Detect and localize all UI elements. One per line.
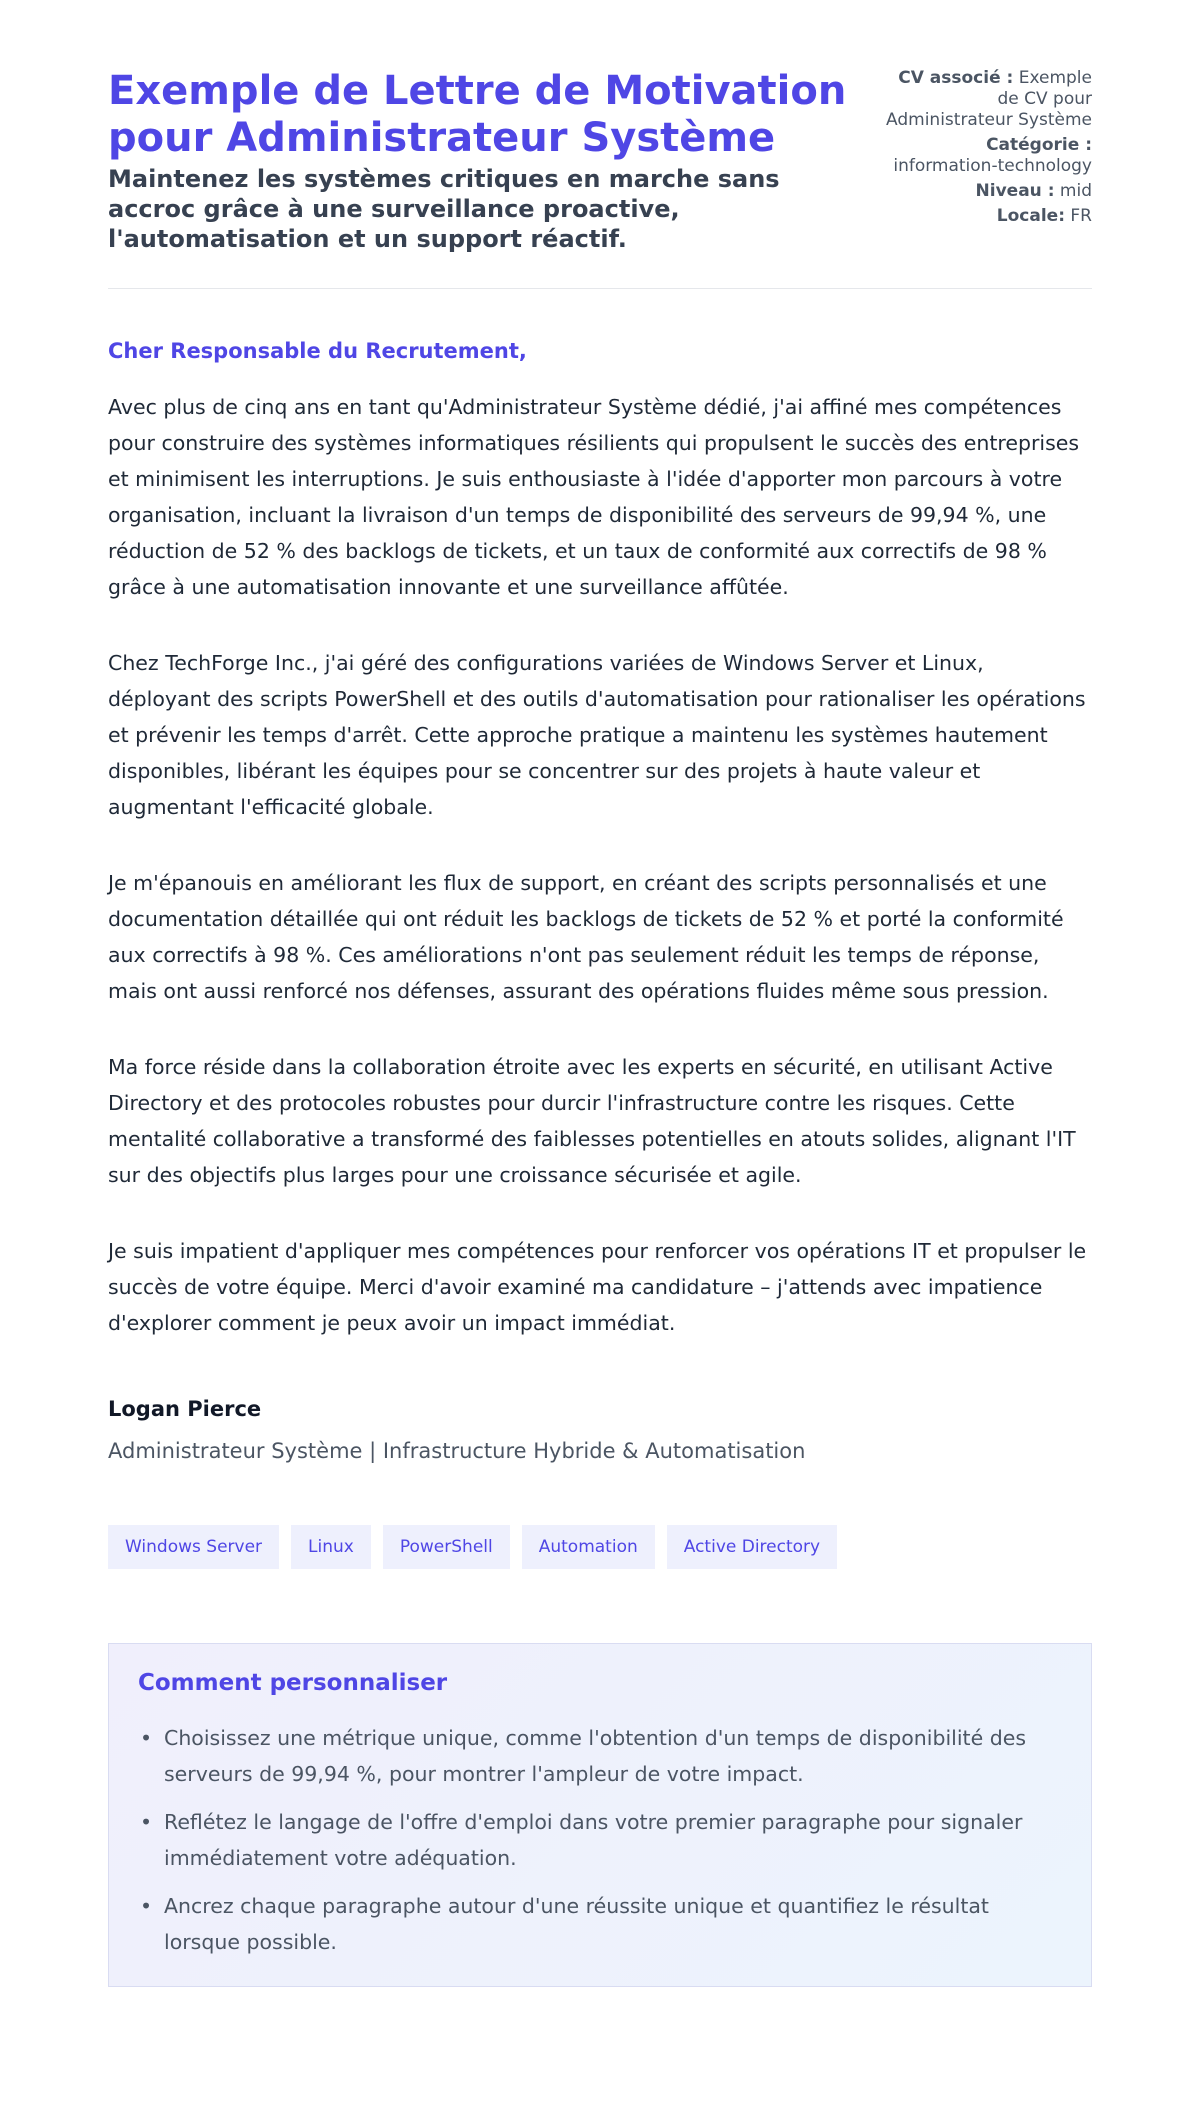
tips-list-item — [138, 1804, 1062, 1876]
tips-list-item — [138, 1888, 1062, 1960]
meta-locale — [882, 206, 1092, 227]
meta-key: Locale: — [996, 206, 1065, 226]
tips-list — [138, 1720, 1062, 1960]
skill-tag: Linux — [291, 1525, 371, 1569]
letter-paragraph: Ma force réside dans la collaboration étroite avec les experts en sécurité, en utilisant Active Directory et des protocoles robustes pour durcir l'infrastructure contre les risques. Cette mentalité collaborative a transformé des faiblesses potentielles en atouts solides, alignant l'IT sur des objectifs plus larges pour une croissance sécurisée et agile. — [108, 1055, 1076, 1187]
page-title: Exemple de Lettre de Motivation pour Administrateur Système — [108, 68, 847, 161]
customization-tips-box — [108, 1643, 1092, 1987]
skill-tag: PowerShell — [383, 1525, 510, 1569]
signature-block — [108, 1395, 1092, 1465]
page-subtitle: Maintenez les systèmes critiques en marche sans accroc grâce à une surveillance proactive, l'automatisation et un support réactif. — [108, 165, 780, 253]
signature-role: Administrateur Système | Infrastructure Hybride & Automatisation — [108, 1439, 806, 1463]
letter-paragraph: Chez TechForge Inc., j'ai géré des configurations variées de Windows Server et Linux, déployant des scripts PowerShell et des outils d'automatisation pour rationaliser les opérations et prévenir les temps d'arrêt. Cette approche pratique a maintenu les systèmes hautement disponibles, libérant les équipes pour se concentrer sur des projets à haute valeur et augmentant l'efficacité globale. — [108, 651, 1086, 819]
bullet-icon: • — [140, 1894, 153, 1918]
bullet-icon: • — [140, 1810, 153, 1834]
letter-paragraph: Je m'épanouis en améliorant les flux de support, en créant des scripts personnalisés et une documentation détaillée qui ont réduit les backlogs de tickets de 52 % et porté la conformité aux correctifs à 98 %. Ces améliorations n'ont pas seulement réduit les temps de réponse, mais ont aussi renforcé nos défenses, assurant des opérations fluides même sous pression. — [108, 871, 1064, 1003]
letter-paragraph: Je suis impatient d'appliquer mes compétences pour renforcer vos opérations IT et propulser le succès de votre équipe. Merci d'avoir examiné ma candidature – j'attends avec impatience d'explorer comment je peux avoir un impact immédiat. — [108, 1239, 1087, 1335]
letter-greeting: Cher Responsable du Recrutement, — [108, 339, 527, 363]
tips-item-text: Reflétez le langage de l'offre d'emploi dans votre premier paragraphe pour signaler immédiatement votre adéquation. — [164, 1810, 1023, 1870]
bullet-icon: • — [140, 1726, 153, 1750]
signature-name: Logan Pierce — [108, 1397, 262, 1421]
meta-value: FR — [1070, 206, 1092, 226]
meta-value: information-technology — [893, 156, 1092, 176]
tips-item-text: Ancrez chaque paragraphe autour d'une réussite unique et quantifiez le résultat lorsque possible. — [164, 1894, 989, 1954]
meta-value: mid — [1059, 181, 1092, 201]
skill-tag: Automation — [522, 1525, 655, 1569]
meta-key: Niveau : — [975, 181, 1055, 201]
meta-related-cv — [882, 68, 1092, 131]
tips-title: Comment personnaliser — [138, 1670, 448, 1696]
tips-item-text: Choisissez une métrique unique, comme l'obtention d'un temps de disponibilité des serveurs de 99,94 %, pour montrer l'ampleur de votre impact. — [164, 1726, 1027, 1786]
meta-key: CV associé : — [898, 68, 1014, 88]
letter-paragraph: Avec plus de cinq ans en tant qu'Administrateur Système dédié, j'ai affiné mes compétences pour construire des systèmes informatiques résilients qui propulsent le succès des entreprises et minimisent les interruptions. Je suis enthousiaste à l'idée d'apporter mon parcours à votre organisation, incluant la livraison d'un temps de disponibilité des serveurs de 99,94 %, une réduction de 52 % des backlogs de tickets, et un taux de conformité aux correctifs de 98 % grâce à une automatisation innovante et une surveillance affûtée. — [108, 395, 1080, 599]
meta-category — [882, 135, 1092, 177]
skill-tag: Windows Server — [108, 1525, 279, 1569]
skill-tags — [108, 1525, 1092, 1569]
tips-list-item — [138, 1720, 1062, 1792]
meta-key: Catégorie : — [986, 135, 1092, 155]
metadata-panel — [882, 68, 1092, 231]
meta-level — [882, 181, 1092, 202]
header-titles — [108, 68, 868, 254]
meta-value: Exemple de CV pour Administrateur Système — [886, 68, 1092, 130]
letter-body — [108, 389, 1092, 1341]
page-header — [108, 68, 1092, 289]
skill-tag: Active Directory — [667, 1525, 837, 1569]
